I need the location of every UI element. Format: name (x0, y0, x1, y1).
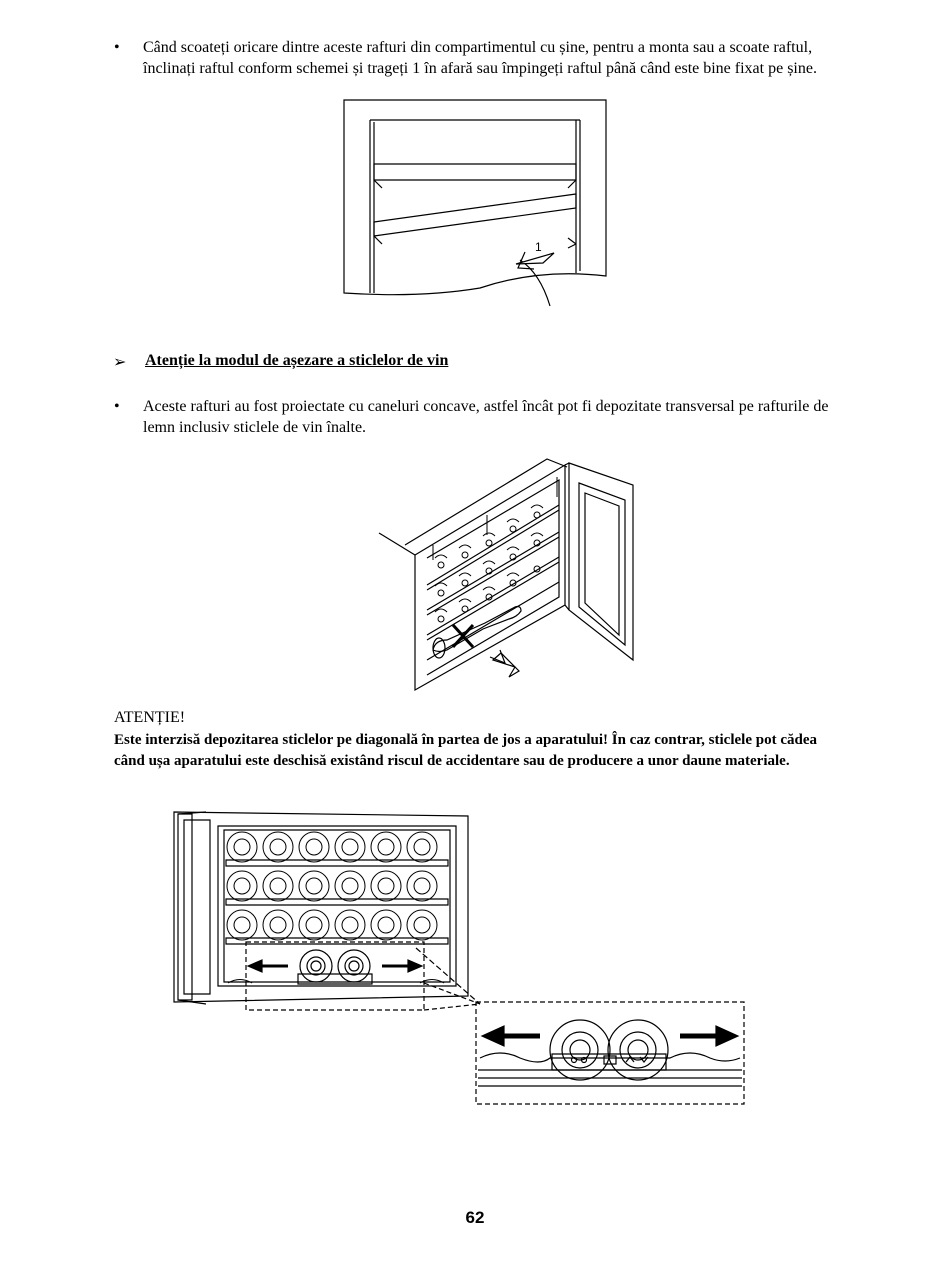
section-heading: Atenție la modul de așezare a sticlelor de vin (145, 352, 449, 369)
figure-label: 1 (535, 240, 542, 254)
warning-title: ATENȚIE! (114, 709, 186, 726)
heading-arrow-icon: ➢ (113, 352, 127, 371)
warning-body: Este interzisă depozitarea sticlelor pe diagonală în partea de jos a aparatului! În caz contrar, sticlele pot cădea când ușa aparatului este deschisă existând riscul de accidentare sau de producere a unor daune materiale. (114, 732, 817, 769)
shelf-tilt-diagram (340, 98, 615, 313)
page-number: 62 (465, 1208, 485, 1227)
paragraph-shelf-removal: Când scoateți oricare dintre aceste rafturi din compartimentul cu șine, pentru a monta sau a scoate raftul, înclinați raftul conform schemei și trageți 1 în afară sau împingeți raftul până când este bine fixat pe șine. (143, 39, 817, 77)
bullet-marker: • (114, 39, 120, 56)
open-cooler-diagram (375, 445, 637, 695)
bullet-marker: • (114, 398, 120, 415)
front-view-diagram (170, 808, 750, 1108)
paragraph-shelf-design: Aceste rafturi au fost proiectate cu caneluri concave, astfel încât pot fi depozitate transversal pe rafturile de lemn inclusiv sticlele de vin înalte. (143, 398, 829, 436)
